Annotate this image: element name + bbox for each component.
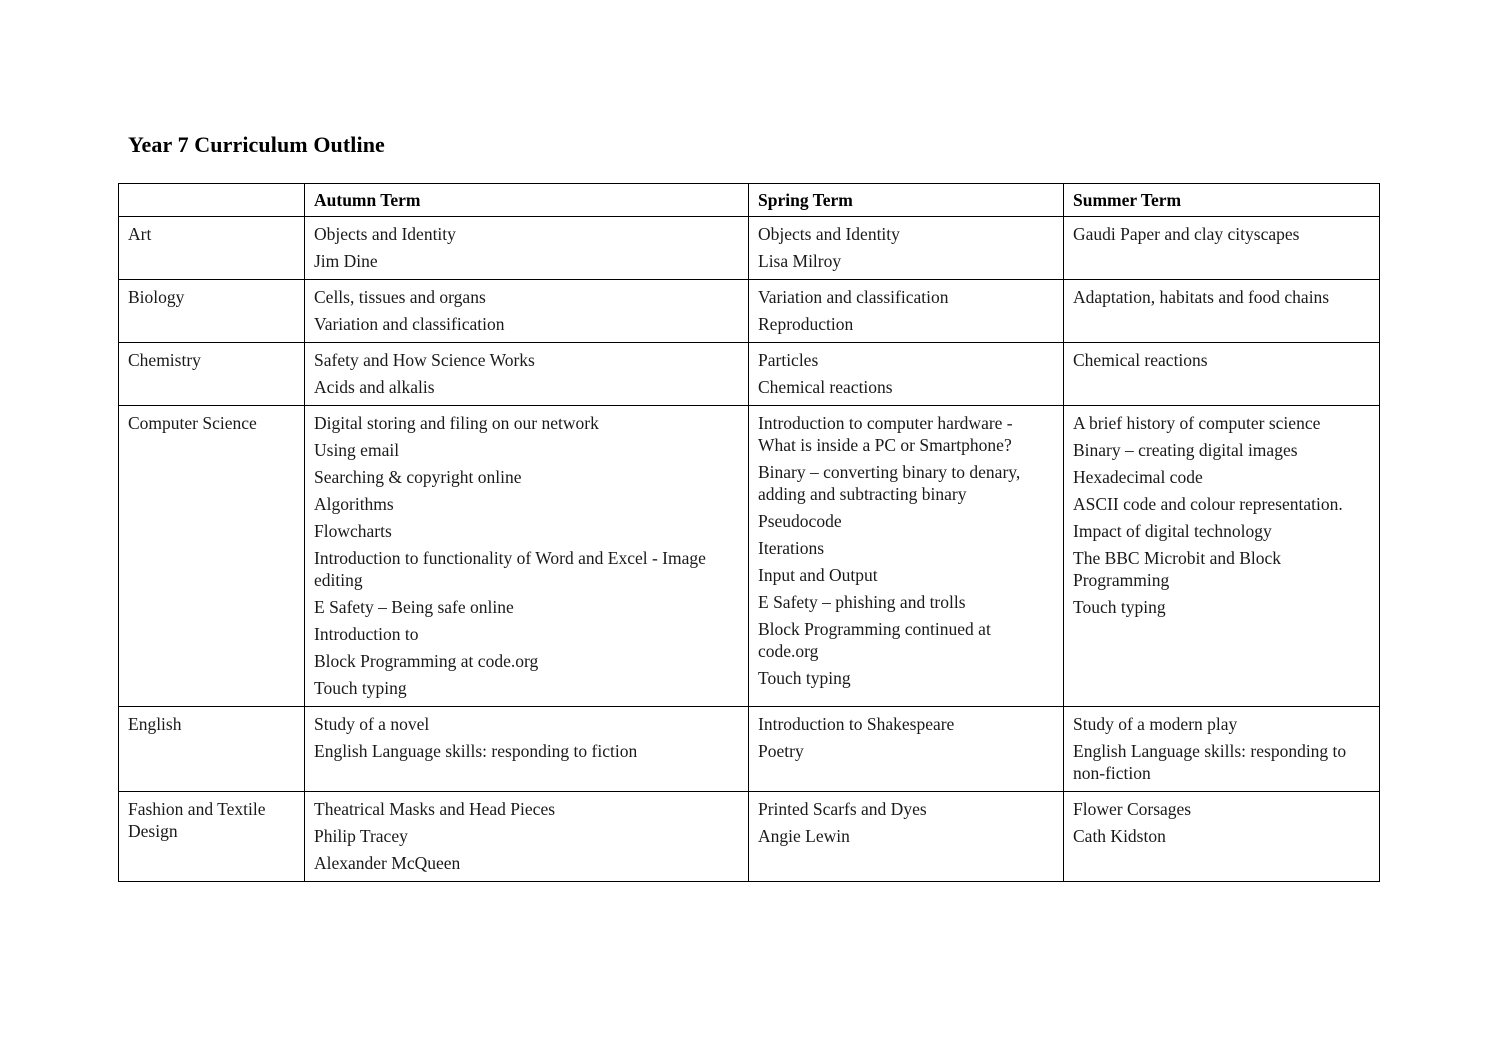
autumn-term-cell [305, 792, 749, 882]
subject-name: Fashion and Textile Design [128, 799, 266, 841]
topic-item: Binary – creating digital images [1073, 440, 1298, 460]
autumn-term-cell [305, 707, 749, 792]
summer-term-cell [1064, 406, 1380, 707]
spring-term-cell [749, 406, 1064, 707]
topic-item: Variation and classification [758, 287, 949, 307]
table-row [119, 707, 1380, 792]
topic-item: A brief history of computer science [1073, 413, 1321, 433]
topic-item: Particles [758, 350, 819, 370]
topic-item: Algorithms [314, 494, 394, 514]
spring-term-cell [749, 792, 1064, 882]
topic-item: Study of a modern play [1073, 714, 1238, 734]
autumn-term-cell [305, 217, 749, 280]
topic-item: English Language skills: responding to non-fiction [1073, 741, 1347, 783]
topic-item: Binary – converting binary to denary, adding and subtracting binary [758, 462, 1021, 504]
topic-item: Objects and Identity [314, 224, 456, 244]
topic-item: Cath Kidston [1073, 826, 1166, 846]
topic-item: Jim Dine [314, 251, 378, 271]
summer-term-cell [1064, 280, 1380, 343]
topic-item: Using email [314, 440, 400, 460]
topic-item: Acids and alkalis [314, 377, 435, 397]
topic-item: Flower Corsages [1073, 799, 1192, 819]
subject-cell [119, 280, 305, 343]
topic-item: Block Programming at code.org [314, 651, 539, 671]
topic-item: Poetry [758, 741, 804, 761]
topic-item: Alexander McQueen [314, 853, 461, 873]
topic-item: Searching & copyright online [314, 467, 522, 487]
subject-name: English [128, 714, 182, 734]
topic-item: Flowcharts [314, 521, 392, 541]
topic-item: Touch typing [314, 678, 407, 698]
topic-item: Safety and How Science Works [314, 350, 535, 370]
summer-term-cell [1064, 217, 1380, 280]
topic-item: Hexadecimal code [1073, 467, 1203, 487]
topic-item: Digital storing and filing on our network [314, 413, 599, 433]
subject-name: Computer Science [128, 413, 257, 433]
topic-item: Reproduction [758, 314, 854, 334]
curriculum-table [118, 183, 1380, 882]
topic-item: The BBC Microbit and Block Programming [1073, 548, 1282, 590]
topic-item: Introduction to computer hardware - What is inside a PC or Smartphone? [758, 413, 1013, 455]
topic-item: Printed Scarfs and Dyes [758, 799, 927, 819]
topic-item: Theatrical Masks and Head Pieces [314, 799, 556, 819]
topic-item: Pseudocode [758, 511, 842, 531]
page-title: Year 7 Curriculum Outline [128, 132, 385, 157]
topic-item: Angie Lewin [758, 826, 850, 846]
topic-item: Impact of digital technology [1073, 521, 1272, 541]
topic-item: Adaptation, habitats and food chains [1073, 287, 1330, 307]
header-subject [119, 184, 305, 217]
topic-item: Introduction to Shakespeare [758, 714, 955, 734]
autumn-term-cell [305, 406, 749, 707]
subject-name: Biology [128, 287, 185, 307]
topic-item: Cells, tissues and organs [314, 287, 486, 307]
spring-term-cell [749, 343, 1064, 406]
topic-item: Introduction to functionality of Word and Excel - Image editing [314, 548, 706, 590]
header-summer-term: Summer Term [1064, 184, 1380, 217]
topic-item: Touch typing [758, 668, 851, 688]
table-row [119, 217, 1380, 280]
topic-item: Lisa Milroy [758, 251, 842, 271]
topic-item: Study of a novel [314, 714, 430, 734]
topic-item: Gaudi Paper and clay cityscapes [1073, 224, 1300, 244]
topic-item: Objects and Identity [758, 224, 900, 244]
table-row [119, 280, 1380, 343]
topic-item: E Safety – phishing and trolls [758, 592, 966, 612]
subject-cell [119, 343, 305, 406]
topic-item: E Safety – Being safe online [314, 597, 514, 617]
spring-term-cell [749, 217, 1064, 280]
topic-item: Chemical reactions [758, 377, 893, 397]
header-autumn-term: Autumn Term [305, 184, 749, 217]
topic-item: ASCII code and colour representation. [1073, 494, 1343, 514]
topic-item: English Language skills: responding to fiction [314, 741, 638, 761]
summer-term-cell [1064, 707, 1380, 792]
topic-item: Introduction to [314, 624, 419, 644]
table-row [119, 406, 1380, 707]
subject-cell [119, 792, 305, 882]
summer-term-cell [1064, 792, 1380, 882]
subject-cell [119, 707, 305, 792]
spring-term-cell [749, 280, 1064, 343]
table-body [119, 217, 1380, 882]
topic-item: Block Programming continued at code.org [758, 619, 991, 661]
topic-item: Input and Output [758, 565, 878, 585]
topic-item: Philip Tracey [314, 826, 408, 846]
subject-cell [119, 406, 305, 707]
table-row [119, 343, 1380, 406]
table-header-row [119, 184, 1380, 217]
subject-cell [119, 217, 305, 280]
topic-item: Chemical reactions [1073, 350, 1208, 370]
topic-item: Touch typing [1073, 597, 1166, 617]
table-row [119, 792, 1380, 882]
topic-item: Iterations [758, 538, 825, 558]
header-spring-term: Spring Term [749, 184, 1064, 217]
summer-term-cell [1064, 343, 1380, 406]
autumn-term-cell [305, 343, 749, 406]
spring-term-cell [749, 707, 1064, 792]
autumn-term-cell [305, 280, 749, 343]
subject-name: Chemistry [128, 350, 201, 370]
subject-name: Art [128, 224, 152, 244]
topic-item: Variation and classification [314, 314, 505, 334]
